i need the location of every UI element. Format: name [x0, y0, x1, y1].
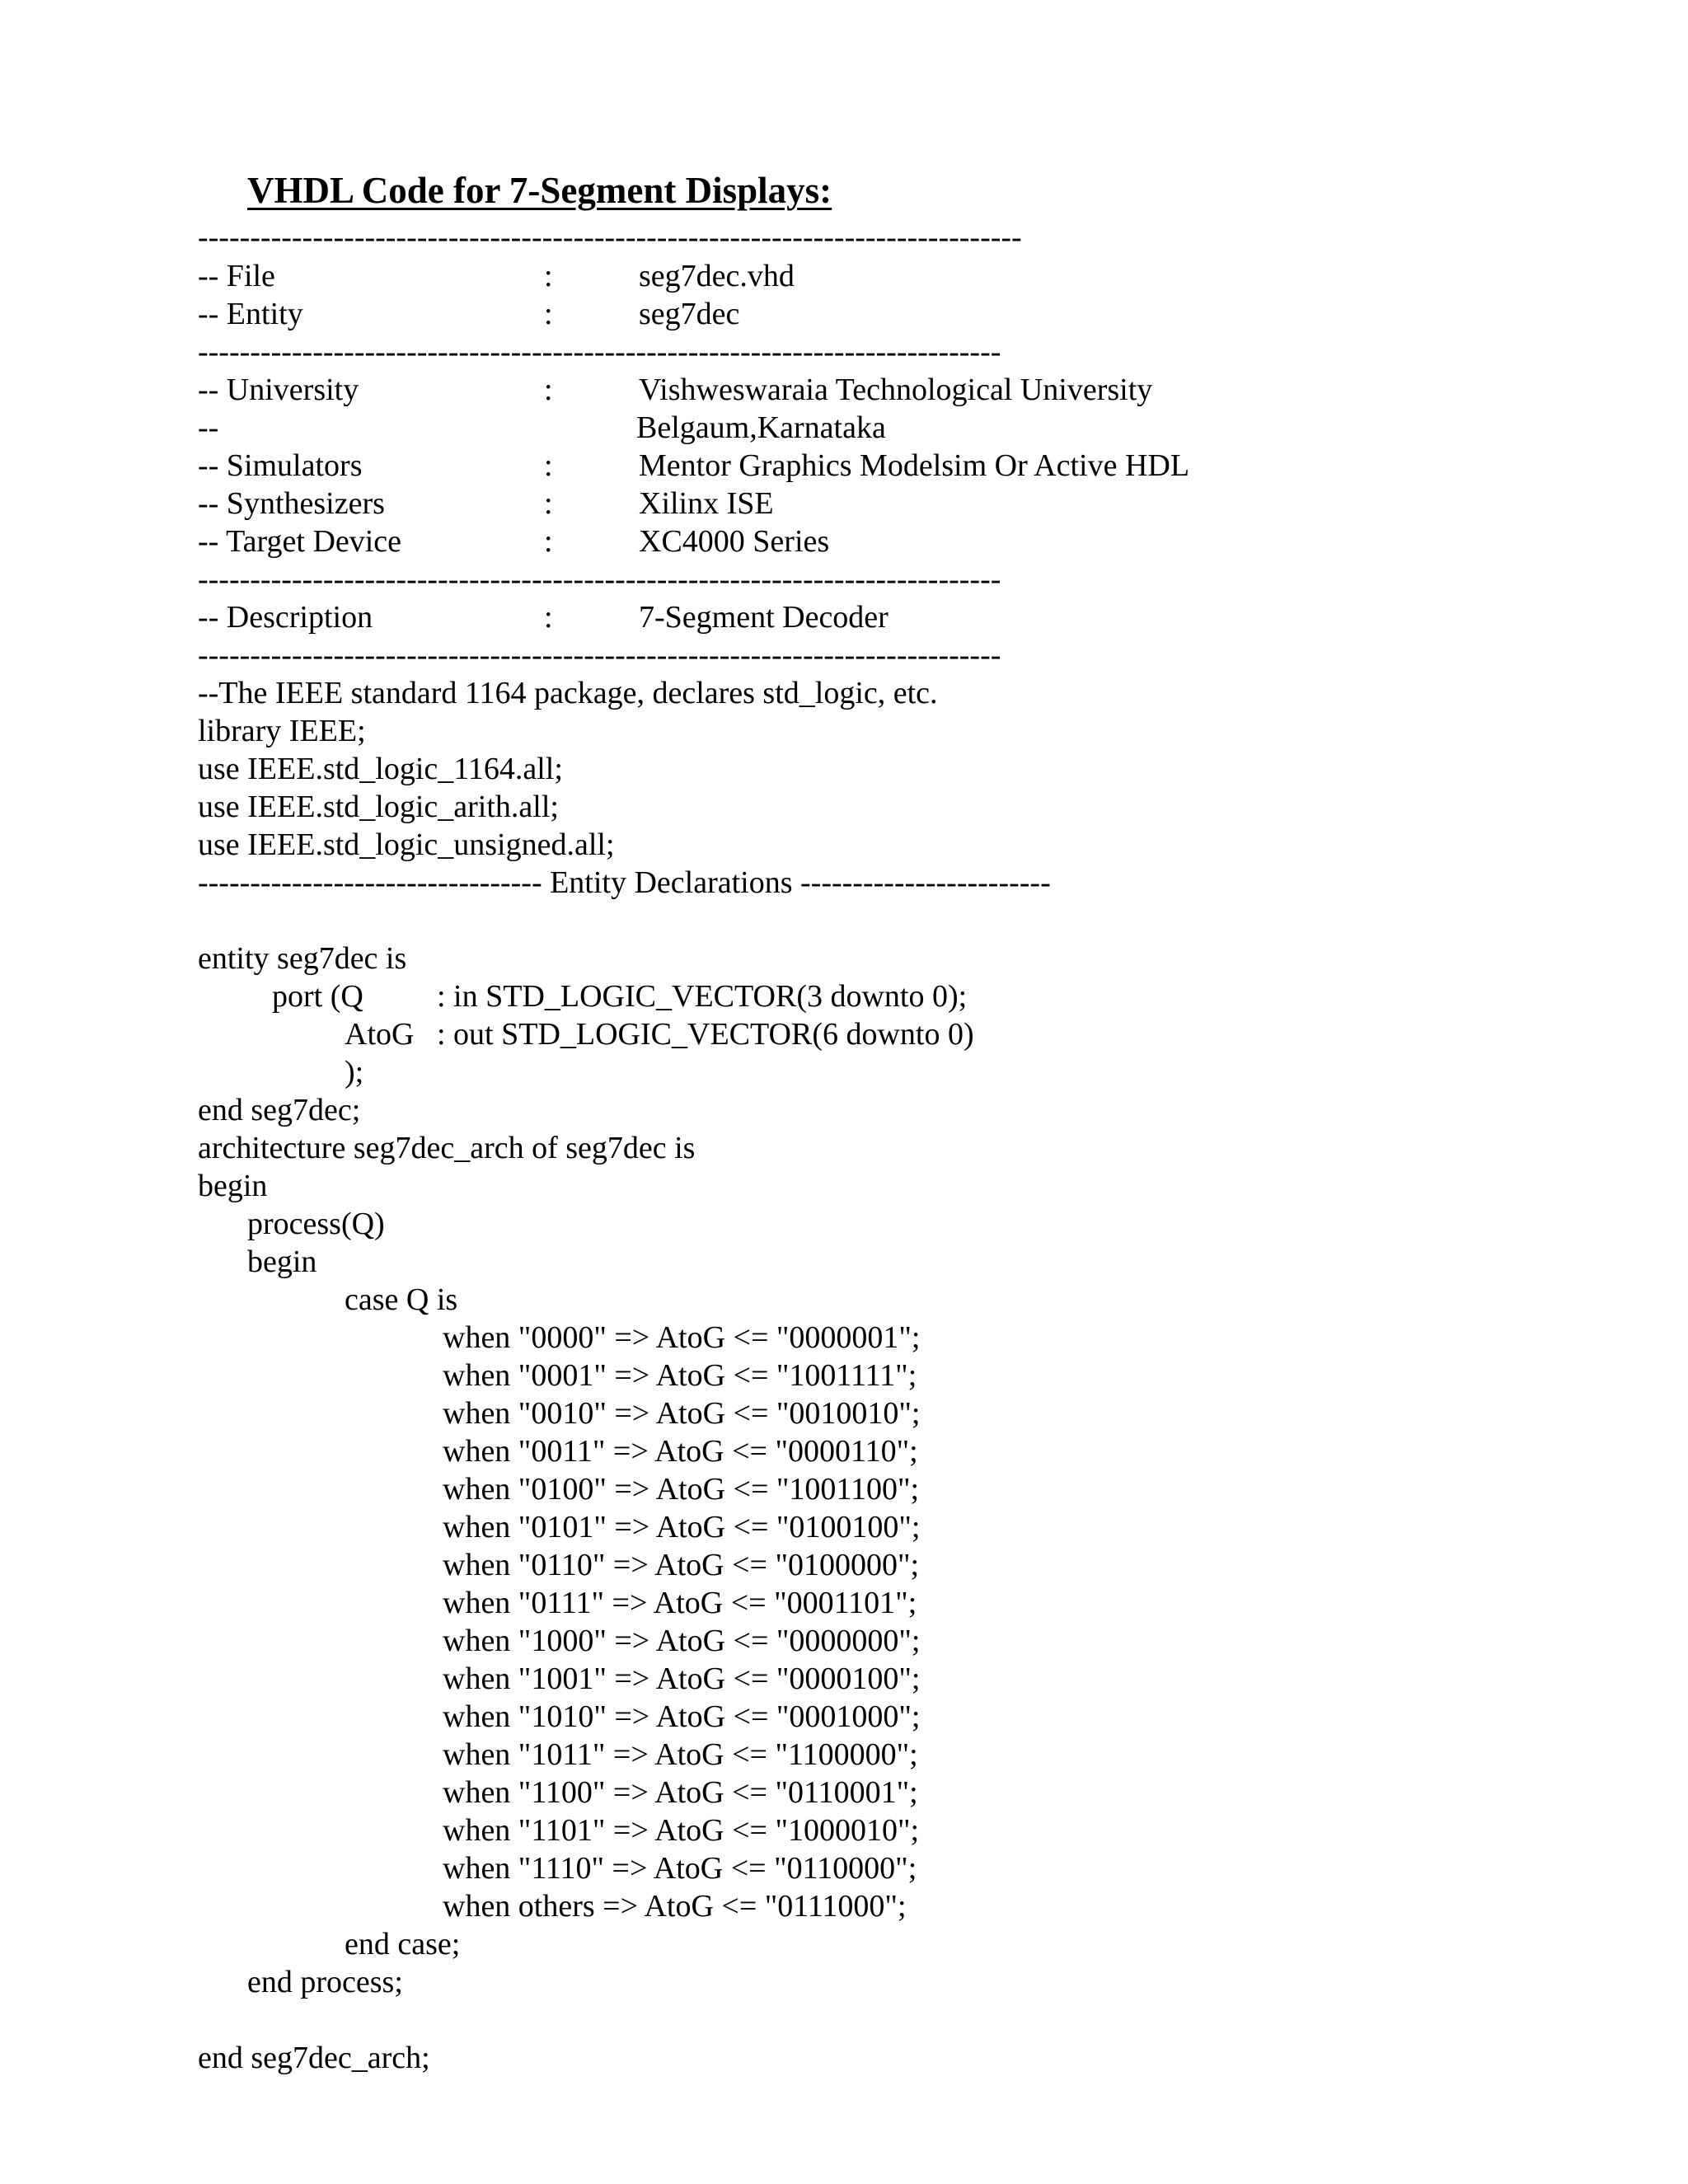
header-key: -- File [198, 259, 275, 293]
header-value: Mentor Graphics Modelsim Or Active HDL [639, 448, 1190, 483]
header-row-simulators [198, 447, 1269, 485]
page-title: VHDL Code for 7-Segment Displays: [247, 170, 832, 211]
header-row-description [198, 598, 1269, 636]
code-when-line: when "0100" => AtoG <= "1001100"; [443, 1472, 920, 1507]
header-key: -- Description [198, 600, 373, 635]
code-begin: begin [198, 1169, 268, 1203]
header-row-target-device [198, 523, 1269, 560]
code-entity: entity seg7dec is [198, 941, 407, 976]
code-architecture: architecture seg7dec_arch of seg7dec is [198, 1131, 696, 1165]
code-end-entity: end seg7dec; [198, 1093, 361, 1127]
code-port-q-decl: : in STD_LOGIC_VECTOR(3 downto 0); [437, 979, 968, 1014]
code-end-architecture: end seg7dec_arch; [198, 2041, 430, 2075]
header-colon: : [544, 297, 553, 331]
separator-line: ----------------------------------------------------------------------------- [198, 638, 1001, 673]
code-when-line: when "1101" => AtoG <= "1000010"; [443, 1813, 920, 1848]
header-colon: : [544, 259, 553, 293]
entity-declarations-separator [198, 864, 1051, 902]
code-port-q: port (Q [272, 979, 363, 1014]
code-port-atog: AtoG [345, 1017, 415, 1052]
code-when-line: when "0111" => AtoG <= "0001101"; [443, 1586, 917, 1620]
header-row-location [198, 409, 1269, 447]
code-when-line: when "1000" => AtoG <= "0000000"; [443, 1624, 921, 1658]
code-end-process: end process; [247, 1965, 403, 1999]
code-when-line: when "1001" => AtoG <= "0000100"; [443, 1661, 921, 1696]
header-value: seg7dec.vhd [639, 259, 795, 293]
code-when-line: when "1100" => AtoG <= "0110001"; [443, 1775, 918, 1810]
header-colon: : [544, 373, 553, 407]
code-process-begin: begin [247, 1244, 317, 1279]
code-when-line: when "0110" => AtoG <= "0100000"; [443, 1548, 920, 1582]
separator-line: ----------------------------------------------------------------------------- [198, 335, 1001, 369]
header-value: seg7dec [639, 297, 740, 331]
code-when-line: when "0000" => AtoG <= "0000001"; [443, 1320, 921, 1355]
code-comment: --The IEEE standard 1164 package, declares std_logic, etc. [198, 676, 938, 710]
header-value: XC4000 Series [639, 524, 830, 559]
code-when-line: when "0010" => AtoG <= "0010010"; [443, 1396, 921, 1431]
header-row-file [198, 257, 1187, 295]
code-when-line: when "0101" => AtoG <= "0100100"; [443, 1510, 921, 1544]
header-key: -- University [198, 373, 359, 407]
separator-dashes: ------------------------ [800, 865, 1051, 900]
separator-label: Entity Declarations [550, 865, 793, 900]
header-colon: : [544, 448, 553, 483]
separator-dashes: --------------------------------- [198, 865, 542, 900]
header-key: -- Entity [198, 297, 303, 331]
code-port-atog-decl: : out STD_LOGIC_VECTOR(6 downto 0) [437, 1017, 974, 1052]
code-when-others-line: when others => AtoG <= "0111000"; [443, 1889, 907, 1924]
code-when-line: when "0011" => AtoG <= "0000110"; [443, 1434, 918, 1469]
header-value: Vishweswaraia Technological University [639, 373, 1153, 407]
code-when-line: when "1110" => AtoG <= "0110000"; [443, 1851, 917, 1886]
separator-line: ----------------------------------------------------------------------------- [198, 562, 1001, 597]
header-key: -- Target Device [198, 524, 402, 559]
code-end-case: end case; [345, 1927, 461, 1961]
header-key: -- Synthesizers [198, 486, 385, 521]
header-key: -- [198, 410, 219, 445]
code-process: process(Q) [247, 1207, 385, 1241]
header-colon: : [544, 524, 553, 559]
header-value: Belgaum,Karnataka [636, 410, 886, 445]
code-port-close: ); [345, 1055, 364, 1090]
code-use: use IEEE.std_logic_1164.all; [198, 752, 563, 786]
code-use: use IEEE.std_logic_arith.all; [198, 790, 559, 824]
header-row-entity [198, 295, 1187, 333]
header-colon: : [544, 486, 553, 521]
code-case: case Q is [345, 1282, 458, 1317]
header-key: -- Simulators [198, 448, 363, 483]
code-when-line: when "1011" => AtoG <= "1100000"; [443, 1737, 918, 1772]
code-use: use IEEE.std_logic_unsigned.all; [198, 827, 615, 862]
code-when-line: when "0001" => AtoG <= "1001111"; [443, 1358, 917, 1393]
code-library: library IEEE; [198, 714, 366, 748]
separator-line: ------------------------------------------------------------------------------- [198, 220, 1022, 255]
header-colon: : [544, 600, 553, 635]
code-when-line: when "1010" => AtoG <= "0001000"; [443, 1699, 921, 1734]
header-row-university [198, 371, 1269, 409]
header-row-synthesizers [198, 485, 1269, 523]
header-value: 7-Segment Decoder [639, 600, 889, 635]
header-value: Xilinx ISE [639, 486, 774, 521]
